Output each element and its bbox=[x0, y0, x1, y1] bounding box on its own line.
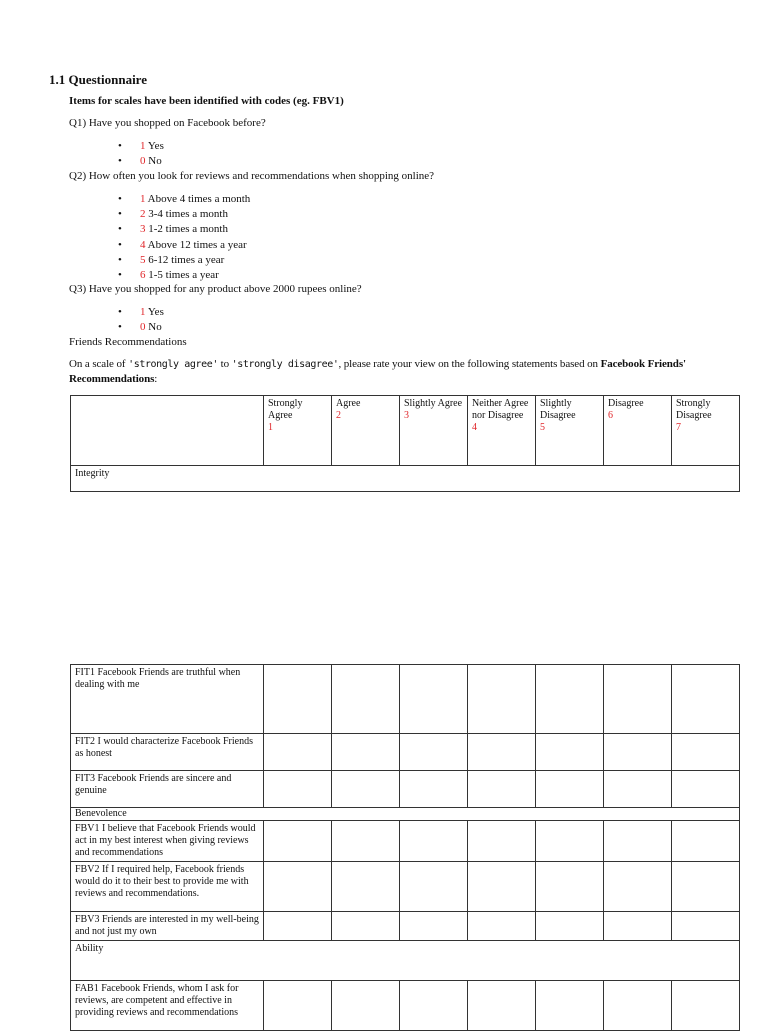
rating-cell[interactable] bbox=[400, 771, 468, 808]
section-title: Friends Recommendations bbox=[69, 336, 187, 348]
rating-cell[interactable] bbox=[332, 771, 400, 808]
category-row bbox=[71, 466, 740, 492]
table-row bbox=[71, 771, 740, 808]
item-fbv1: FBV1 I believe that Facebook Friends would act in my best interest when giving reviews and recommendations bbox=[71, 821, 264, 862]
rating-scale-header bbox=[70, 395, 740, 492]
list-item[interactable]: • 1 Yes bbox=[140, 139, 164, 154]
q1-options bbox=[118, 139, 164, 169]
rating-cell[interactable] bbox=[468, 821, 536, 862]
category-row bbox=[71, 808, 740, 821]
list-item[interactable]: • 0 No bbox=[140, 154, 164, 169]
rating-cell[interactable] bbox=[672, 734, 740, 771]
rating-cell[interactable] bbox=[536, 665, 604, 734]
rating-cell[interactable] bbox=[468, 665, 536, 734]
list-item[interactable]: • 4 Above 12 times a year bbox=[140, 238, 250, 253]
rating-cell[interactable] bbox=[468, 771, 536, 808]
rating-cell[interactable] bbox=[604, 771, 672, 808]
rating-cell[interactable] bbox=[536, 862, 604, 912]
rating-cell[interactable] bbox=[536, 912, 604, 941]
rating-cell[interactable] bbox=[672, 665, 740, 734]
scale-row bbox=[71, 396, 740, 466]
table-row bbox=[71, 981, 740, 1031]
list-item[interactable]: • 6 1-5 times a year bbox=[140, 268, 250, 283]
rating-cell[interactable] bbox=[264, 862, 332, 912]
category-benevolence: Benevolence bbox=[71, 808, 740, 821]
rating-cell[interactable] bbox=[264, 912, 332, 941]
scale-option: Neither Agree nor Disagree 4 bbox=[468, 396, 536, 466]
item-fit1: FIT1 Facebook Friends are truthful when dealing with me bbox=[71, 665, 264, 734]
page-title: 1.1 Questionnaire bbox=[49, 72, 147, 87]
table-row bbox=[71, 734, 740, 771]
rating-cell[interactable] bbox=[468, 862, 536, 912]
rating-cell[interactable] bbox=[332, 821, 400, 862]
rating-cell[interactable] bbox=[332, 862, 400, 912]
rating-cell[interactable] bbox=[264, 981, 332, 1031]
rating-cell[interactable] bbox=[672, 771, 740, 808]
bullet-icon: • bbox=[118, 155, 122, 168]
rating-cell[interactable] bbox=[264, 665, 332, 734]
rating-cell[interactable] bbox=[264, 821, 332, 862]
table-row bbox=[71, 821, 740, 862]
empty-cell bbox=[71, 396, 264, 466]
rating-cell[interactable] bbox=[536, 734, 604, 771]
rating-cell[interactable] bbox=[264, 771, 332, 808]
rating-cell[interactable] bbox=[400, 665, 468, 734]
q1-text: Q1) Have you shopped on Facebook before? bbox=[69, 117, 266, 129]
table-row bbox=[71, 912, 740, 941]
scale-option: Slightly Disagree 5 bbox=[536, 396, 604, 466]
item-fit3: FIT3 Facebook Friends are sincere and genuine bbox=[71, 771, 264, 808]
bullet-icon: • bbox=[118, 238, 122, 251]
rating-cell[interactable] bbox=[536, 821, 604, 862]
item-fab1: FAB1 Facebook Friends, whom I ask for reviews, are competent and effective in providing reviews and recommendations bbox=[71, 981, 264, 1031]
scale-option: Agree 2 bbox=[332, 396, 400, 466]
q2-text: Q2) How often you look for reviews and recommendations when shopping online? bbox=[69, 170, 435, 182]
rating-cell[interactable] bbox=[400, 734, 468, 771]
bullet-icon: • bbox=[118, 208, 122, 221]
q2-options bbox=[118, 192, 251, 283]
item-fit2: FIT2 I would characterize Facebook Friends as honest bbox=[71, 734, 264, 771]
bullet-icon: • bbox=[118, 306, 122, 318]
rating-cell[interactable] bbox=[672, 821, 740, 862]
bullet-icon: • bbox=[118, 321, 122, 334]
rating-cell[interactable] bbox=[672, 862, 740, 912]
rating-cell[interactable] bbox=[604, 821, 672, 862]
list-item[interactable]: • 1 Yes bbox=[140, 305, 164, 320]
rating-cell[interactable] bbox=[400, 912, 468, 941]
rating-cell[interactable] bbox=[332, 981, 400, 1031]
table-row bbox=[71, 665, 740, 734]
rating-cell[interactable] bbox=[400, 821, 468, 862]
rating-cell[interactable] bbox=[604, 734, 672, 771]
list-item[interactable]: • 3 1-2 times a month bbox=[140, 222, 250, 237]
instruction-line-2: Recommendations: bbox=[69, 373, 158, 385]
scale-option: Disagree 6 bbox=[604, 396, 672, 466]
list-item[interactable]: • 1 Above 4 times a month bbox=[140, 192, 250, 207]
bullet-icon: • bbox=[118, 268, 122, 281]
category-ability: Ability bbox=[71, 941, 740, 981]
rating-cell[interactable] bbox=[536, 981, 604, 1031]
rating-cell[interactable] bbox=[264, 734, 332, 771]
table-row bbox=[71, 862, 740, 912]
rating-cell[interactable] bbox=[604, 665, 672, 734]
bullet-icon: • bbox=[118, 140, 122, 152]
item-fbv3: FBV3 Friends are interested in my well-being and not just my own bbox=[71, 912, 264, 941]
rating-cell[interactable] bbox=[468, 912, 536, 941]
item-fbv2: FBV2 If I required help, Facebook friends would do it to their best to provide me with reviews and recommendations. bbox=[71, 862, 264, 912]
rating-cell[interactable] bbox=[400, 862, 468, 912]
rating-cell[interactable] bbox=[400, 981, 468, 1031]
rating-cell[interactable] bbox=[332, 912, 400, 941]
q3-options bbox=[118, 305, 164, 335]
rating-cell[interactable] bbox=[672, 981, 740, 1031]
bullet-icon: • bbox=[118, 253, 122, 266]
rating-cell[interactable] bbox=[332, 665, 400, 734]
subheading: Items for scales have been identified with codes (eg. FBV1) bbox=[69, 95, 344, 107]
rating-items-table bbox=[70, 664, 740, 1031]
scale-option: Slightly Agree 3 bbox=[400, 396, 468, 466]
category-integrity: Integrity bbox=[71, 466, 740, 492]
bullet-icon: • bbox=[118, 223, 122, 236]
rating-cell[interactable] bbox=[536, 771, 604, 808]
list-item[interactable]: • 2 3-4 times a month bbox=[140, 207, 250, 222]
scale-option: Strongly Disagree 7 bbox=[672, 396, 740, 466]
q3-text: Q3) Have you shopped for any product above 2000 rupees online? bbox=[69, 283, 362, 295]
rating-cell[interactable] bbox=[604, 862, 672, 912]
list-item[interactable]: • 5 6-12 times a year bbox=[140, 253, 250, 268]
rating-cell[interactable] bbox=[672, 912, 740, 941]
bullet-icon: • bbox=[118, 193, 122, 205]
rating-cell[interactable] bbox=[468, 734, 536, 771]
scale-option: Strongly Agree 1 bbox=[264, 396, 332, 466]
instruction-line-1: On a scale of 'strongly agree' to 'strongly disagree', please rate your view on the following statements based on Facebook Friends' bbox=[69, 358, 686, 370]
rating-cell[interactable] bbox=[604, 912, 672, 941]
rating-cell[interactable] bbox=[332, 734, 400, 771]
rating-cell[interactable] bbox=[604, 981, 672, 1031]
list-item[interactable]: • 0 No bbox=[140, 320, 164, 335]
rating-cell[interactable] bbox=[468, 981, 536, 1031]
category-row bbox=[71, 941, 740, 981]
